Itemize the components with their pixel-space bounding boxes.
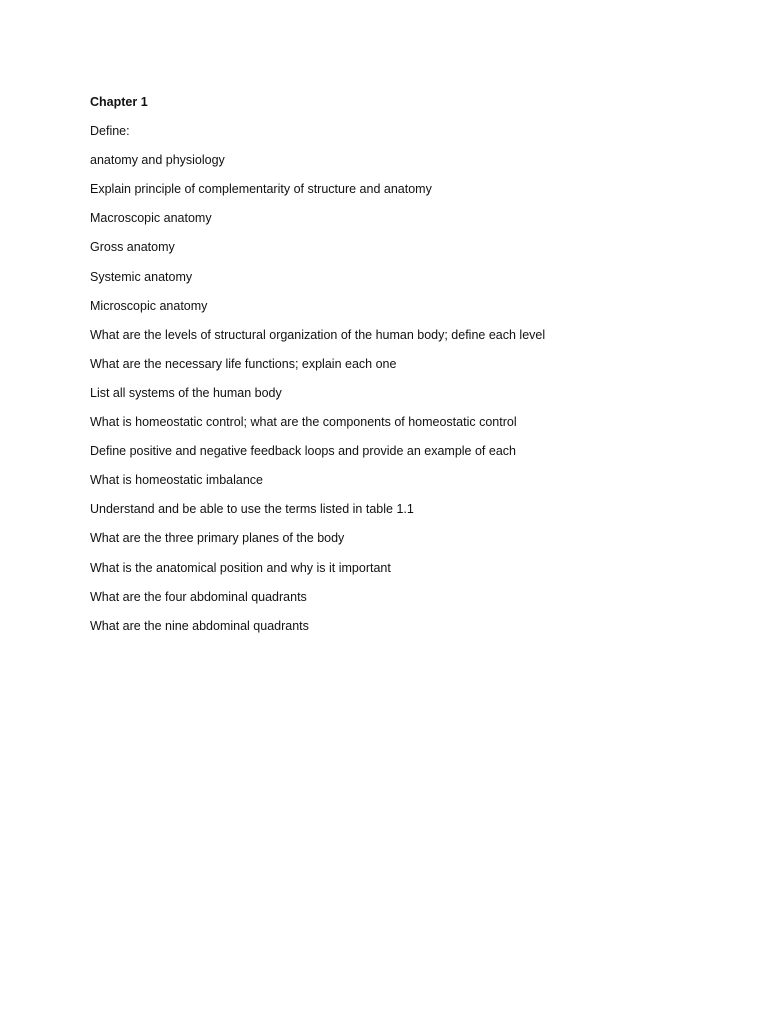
text-line: Understand and be able to use the terms listed in table 1.1 [90,502,414,517]
text-line: What are the levels of structural organization of the human body; define each level [90,327,546,342]
text-line: What are the four abdominal quadrants [90,589,307,604]
text-line: Microscopic anatomy [90,298,208,313]
text-line: What are the three primary planes of the body [90,531,345,546]
text-line: What are the nine abdominal quadrants [90,618,309,633]
text-line: Gross anatomy [90,240,175,255]
text-line: What is the anatomical position and why is it important [90,560,391,575]
text-line: Define positive and negative feedback loops and provide an example of each [90,444,516,459]
text-line: Define: [90,124,130,139]
text-line: What are the necessary life functions; explain each one [90,356,397,371]
text-line: anatomy and physiology [90,153,225,168]
text-line: List all systems of the human body [90,385,282,400]
text-line: What is homeostatic imbalance [90,473,263,488]
text-line: Explain principle of complementarity of structure and anatomy [90,182,432,197]
text-line: What is homeostatic control; what are the components of homeostatic control [90,415,517,430]
chapter-heading: Chapter 1 [90,95,148,109]
document-body [90,92,730,645]
text-line: Macroscopic anatomy [90,211,212,226]
text-line: Systemic anatomy [90,269,193,284]
